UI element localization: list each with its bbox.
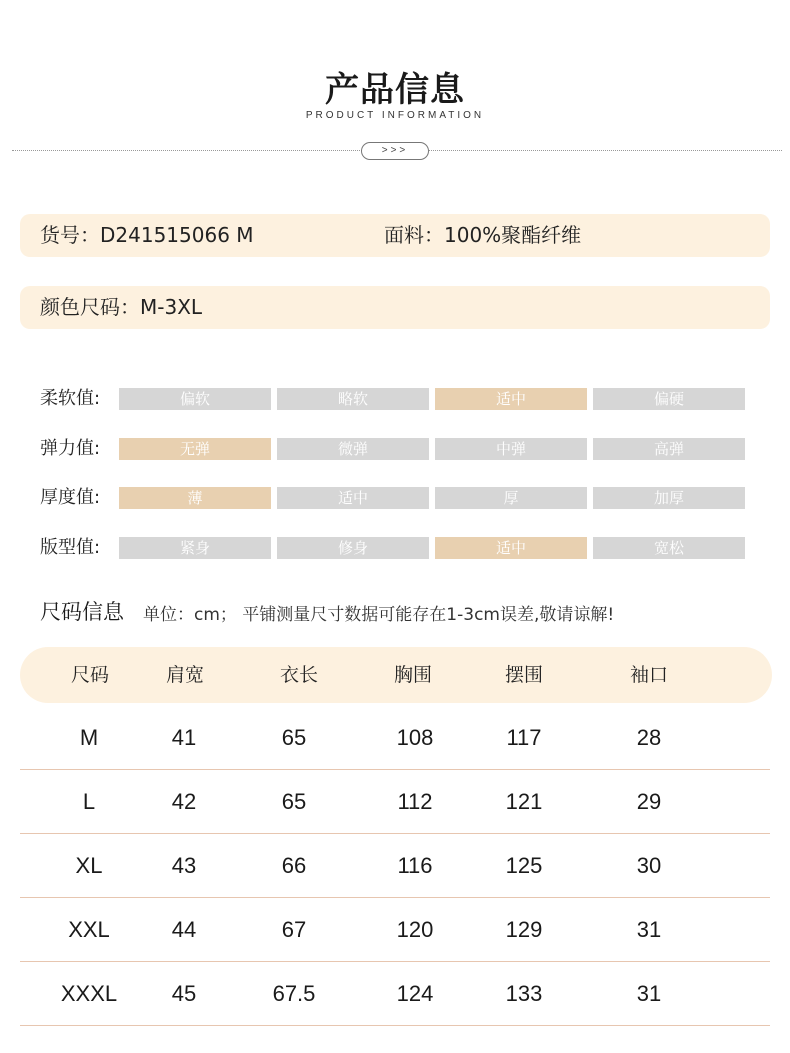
table-cell: 42 [171, 789, 197, 814]
attribute-option: 紧身 [119, 537, 271, 559]
attribute-option: 厚 [435, 487, 587, 509]
table-cell: 133 [505, 981, 543, 1006]
header-cell: 袖口 [629, 664, 668, 686]
chevrons-icon: >>> [361, 142, 429, 160]
attribute-option: 无弹 [119, 438, 271, 460]
table-cell: 116 [397, 853, 433, 878]
table-cell: 121 [505, 789, 543, 814]
page-header [0, 0, 790, 180]
attribute-row [0, 438, 790, 460]
attribute-option: 微弹 [277, 438, 429, 460]
attribute-option: 适中 [277, 487, 429, 509]
header-cell: 胸围 [393, 664, 432, 686]
attribute-option: 偏硬 [593, 388, 745, 410]
size-info-title: 尺码信息 [40, 600, 124, 624]
table-cell: 124 [396, 981, 434, 1006]
attribute-option: 薄 [119, 487, 271, 509]
attribute-row [0, 388, 790, 410]
header-cell: 尺码 [70, 664, 109, 686]
table-cell: 41 [171, 725, 197, 750]
table-cell: XXL [68, 917, 110, 942]
table-cell: 31 [636, 917, 662, 942]
size-table-header [20, 647, 772, 703]
table-row [20, 898, 770, 962]
sku-text: 货号：D241515066 M [40, 223, 254, 247]
table-cell: 65 [281, 789, 307, 814]
attribute-option: 加厚 [593, 487, 745, 509]
info-bar-sku-fabric [20, 214, 770, 257]
attribute-label: 弹力值: [40, 438, 101, 459]
table-cell: 65 [281, 725, 307, 750]
table-cell: 66 [281, 853, 307, 878]
attribute-row [0, 487, 790, 509]
header-cell: 摆围 [504, 664, 543, 686]
table-cell: 125 [505, 853, 543, 878]
table-row [20, 962, 770, 1026]
table-cell: 108 [396, 725, 434, 750]
attribute-option: 高弹 [593, 438, 745, 460]
attribute-option: 适中 [435, 537, 587, 559]
table-cell: 44 [171, 917, 197, 942]
table-cell: 129 [505, 917, 543, 942]
attribute-label: 厚度值: [40, 487, 101, 508]
table-cell: 67.5 [272, 981, 316, 1006]
table-cell: 67 [281, 917, 307, 942]
info-bar-color-size [20, 286, 770, 329]
attribute-option: 略软 [277, 388, 429, 410]
header-cell: 肩宽 [165, 664, 204, 686]
color-size-text: 颜色尺码：M-3XL [40, 295, 203, 319]
attribute-option: 宽松 [593, 537, 745, 559]
table-cell: XL [75, 853, 103, 878]
page-subtitle: PRODUCT INFORMATION [305, 110, 485, 121]
table-cell: 45 [171, 981, 197, 1006]
table-row [20, 834, 770, 898]
table-cell: M [79, 725, 99, 750]
table-cell: 117 [506, 725, 542, 750]
page-title: 产品信息 [325, 70, 465, 110]
fabric-text: 面料：100%聚酯纤维 [384, 223, 582, 247]
attribute-label: 柔软值: [40, 388, 101, 409]
table-cell: 43 [171, 853, 197, 878]
table-cell: XXXL [60, 981, 118, 1006]
table-cell: 29 [636, 789, 662, 814]
table-cell: L [82, 789, 96, 814]
size-info-note: 单位：cm； 平铺测量尺寸数据可能存在1-3cm误差,敬请谅解! [143, 605, 615, 625]
table-row [20, 770, 770, 834]
attribute-option: 中弹 [435, 438, 587, 460]
header-cell: 衣长 [279, 664, 318, 686]
table-cell: 120 [396, 917, 434, 942]
attribute-label: 版型值: [40, 537, 101, 558]
table-cell: 28 [636, 725, 662, 750]
attribute-option: 偏软 [119, 388, 271, 410]
attribute-row [0, 537, 790, 559]
attribute-option: 修身 [277, 537, 429, 559]
table-cell: 112 [397, 789, 433, 814]
attribute-option: 适中 [435, 388, 587, 410]
table-cell: 30 [636, 853, 662, 878]
table-row [20, 706, 770, 770]
table-cell: 31 [636, 981, 662, 1006]
